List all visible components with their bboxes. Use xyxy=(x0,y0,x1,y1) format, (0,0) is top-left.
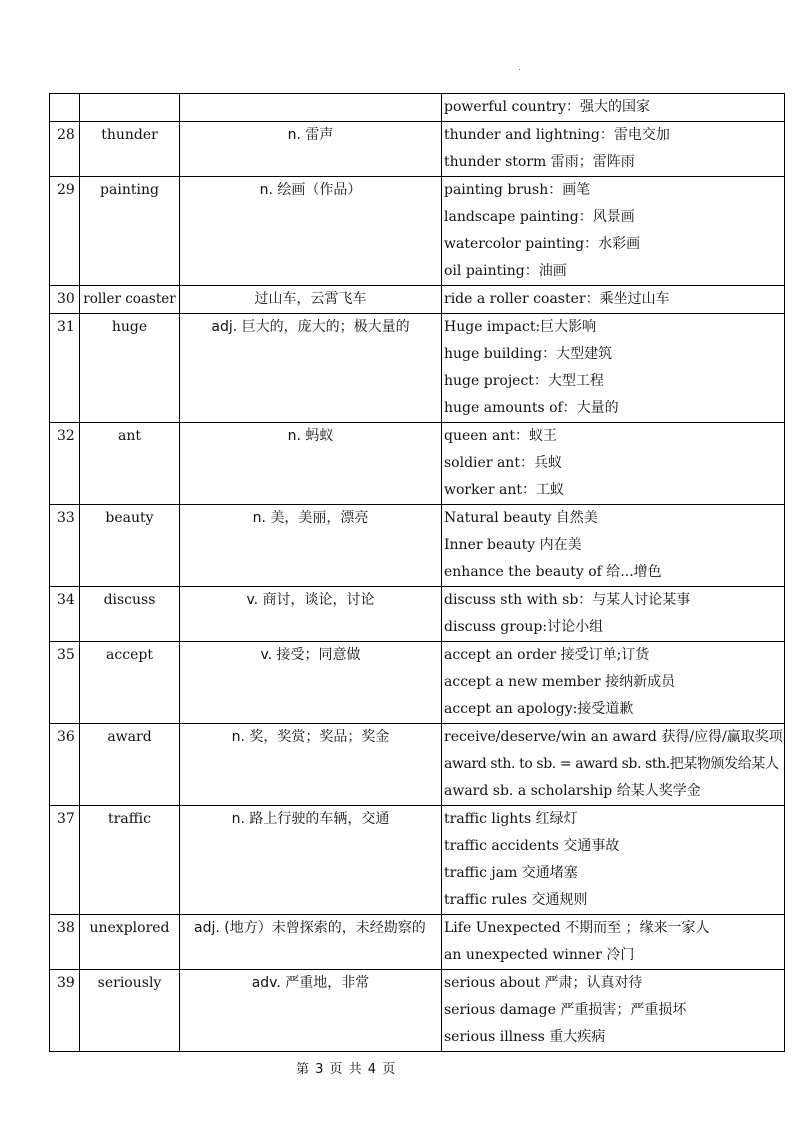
phrase-item: award sth. to sb. = award sb. sth.把某物颁发给某人 xyxy=(444,756,779,772)
phrase-item: oil painting：油画 xyxy=(444,263,567,279)
meaning-cell: n. 蚂蚁 xyxy=(180,423,442,505)
word-cell: award xyxy=(80,724,180,806)
word-cell: huge xyxy=(80,314,180,423)
row-number: 33 xyxy=(50,505,80,587)
row-number: 38 xyxy=(50,915,80,970)
phrase-item: an unexpected winner 冷门 xyxy=(444,947,635,963)
phrase-item: thunder and lightning：雷电交加 xyxy=(444,127,670,143)
word-cell: discuss xyxy=(80,587,180,642)
phrases-cell xyxy=(442,94,785,122)
word-cell: unexplored xyxy=(80,915,180,970)
row-number: 29 xyxy=(50,177,80,286)
phrase-item: Huge impact:巨大影响 xyxy=(444,319,597,335)
phrases-cell xyxy=(442,806,785,915)
phrase-item: Life Unexpected 不期而至 ；缘来一家人 xyxy=(444,920,710,936)
phrase-item: soldier ant：兵蚁 xyxy=(444,455,562,471)
phrase-item: huge building：大型建筑 xyxy=(444,346,613,362)
row-number: 34 xyxy=(50,587,80,642)
row-number: 28 xyxy=(50,122,80,177)
word-cell: beauty xyxy=(80,505,180,587)
phrases-cell xyxy=(442,122,785,177)
vocabulary-table xyxy=(49,93,785,1052)
phrase-item: traffic rules 交通规则 xyxy=(444,892,588,908)
meaning-cell: n. 雷声 xyxy=(180,122,442,177)
table-row xyxy=(50,642,785,724)
phrase-item: serious damage 严重损害；严重损坏 xyxy=(444,1002,687,1018)
word-cell: traffic xyxy=(80,806,180,915)
phrase-item: queen ant：蚁王 xyxy=(444,428,558,444)
phrase-item: receive/deserve/win an award 获得/应得/赢取奖项 xyxy=(444,729,783,745)
phrases-cell xyxy=(442,587,785,642)
row-number: 36 xyxy=(50,724,80,806)
word-cell: ant xyxy=(80,423,180,505)
meaning-cell xyxy=(180,94,442,122)
meaning-cell: n. 绘画（作品） xyxy=(180,177,442,286)
meaning-cell: adv. 严重地，非常 xyxy=(180,970,442,1052)
phrases-cell xyxy=(442,314,785,423)
row-number: 32 xyxy=(50,423,80,505)
meaning-cell: v. 接受；同意做 xyxy=(180,642,442,724)
row-number: 31 xyxy=(50,314,80,423)
phrase-item: Inner beauty 内在美 xyxy=(444,537,582,553)
row-number: 30 xyxy=(50,286,80,314)
phrases-cell xyxy=(442,177,785,286)
meaning-cell: adj. (地方）未曾探索的，未经勘察的 xyxy=(180,915,442,970)
meaning-cell: n. 奖，奖赏；奖品；奖金 xyxy=(180,724,442,806)
table-row xyxy=(50,177,785,286)
table-row xyxy=(50,806,785,915)
phrases-cell xyxy=(442,915,785,970)
row-number: 35 xyxy=(50,642,80,724)
phrases-cell xyxy=(442,970,785,1052)
phrase-item: powerful country：强大的国家 xyxy=(444,99,651,115)
phrase-item: enhance the beauty of 给...增色 xyxy=(444,564,662,580)
phrase-item: worker ant：工蚁 xyxy=(444,482,565,498)
phrase-item: serious illness 重大疾病 xyxy=(444,1029,606,1045)
meaning-cell: v. 商讨，谈论，讨论 xyxy=(180,587,442,642)
phrase-item: accept an apology:接受道歉 xyxy=(444,701,634,717)
word-cell: thunder xyxy=(80,122,180,177)
phrase-item: traffic accidents 交通事故 xyxy=(444,838,620,854)
phrase-item: thunder storm 雷雨；雷阵雨 xyxy=(444,154,635,170)
phrases-cell xyxy=(442,724,785,806)
phrase-item: traffic jam 交通堵塞 xyxy=(444,865,578,881)
phrase-item: huge amounts of：大量的 xyxy=(444,400,619,416)
phrase-item: serious about 严肃；认真对待 xyxy=(444,975,643,991)
table-row xyxy=(50,587,785,642)
word-cell: accept xyxy=(80,642,180,724)
table-row xyxy=(50,286,785,314)
phrase-item: accept an order 接受订单;订货 xyxy=(444,647,650,663)
row-number: 39 xyxy=(50,970,80,1052)
phrases-cell xyxy=(442,505,785,587)
phrases-cell xyxy=(442,286,785,314)
table-row xyxy=(50,970,785,1052)
word-cell: roller coaster xyxy=(80,286,180,314)
table-row xyxy=(50,915,785,970)
table-row xyxy=(50,94,785,122)
phrase-item: discuss sth with sb：与某人讨论某事 xyxy=(444,592,691,608)
meaning-cell: n. 美，美丽，漂亮 xyxy=(180,505,442,587)
phrases-cell xyxy=(442,423,785,505)
phrase-item: ride a roller coaster：乘坐过山车 xyxy=(444,291,670,307)
page-footer: 第 3 页 共 4 页 xyxy=(296,1062,397,1077)
meaning-cell: 过山车，云霄飞车 xyxy=(180,286,442,314)
word-cell: seriously xyxy=(80,970,180,1052)
meaning-cell: n. 路上行驶的车辆，交通 xyxy=(180,806,442,915)
phrases-cell xyxy=(442,642,785,724)
page-mark: · xyxy=(518,64,521,74)
phrase-item: discuss group:讨论小组 xyxy=(444,619,604,635)
table-row xyxy=(50,122,785,177)
word-cell xyxy=(80,94,180,122)
word-cell: painting xyxy=(80,177,180,286)
phrase-item: watercolor painting：水彩画 xyxy=(444,236,641,252)
phrase-item: accept a new member 接纳新成员 xyxy=(444,674,676,690)
table-row xyxy=(50,314,785,423)
row-number xyxy=(50,94,80,122)
phrase-item: huge project：大型工程 xyxy=(444,373,604,389)
table-row xyxy=(50,724,785,806)
phrase-item: traffic lights 红绿灯 xyxy=(444,811,578,827)
meaning-cell: adj. 巨大的，庞大的；极大量的 xyxy=(180,314,442,423)
phrase-item: landscape painting：风景画 xyxy=(444,209,635,225)
table-row xyxy=(50,423,785,505)
phrase-item: painting brush：画笔 xyxy=(444,182,591,198)
row-number: 37 xyxy=(50,806,80,915)
table-row xyxy=(50,505,785,587)
phrase-item: award sb. a scholarship 给某人奖学金 xyxy=(444,783,701,799)
phrase-item: Natural beauty 自然美 xyxy=(444,510,598,526)
